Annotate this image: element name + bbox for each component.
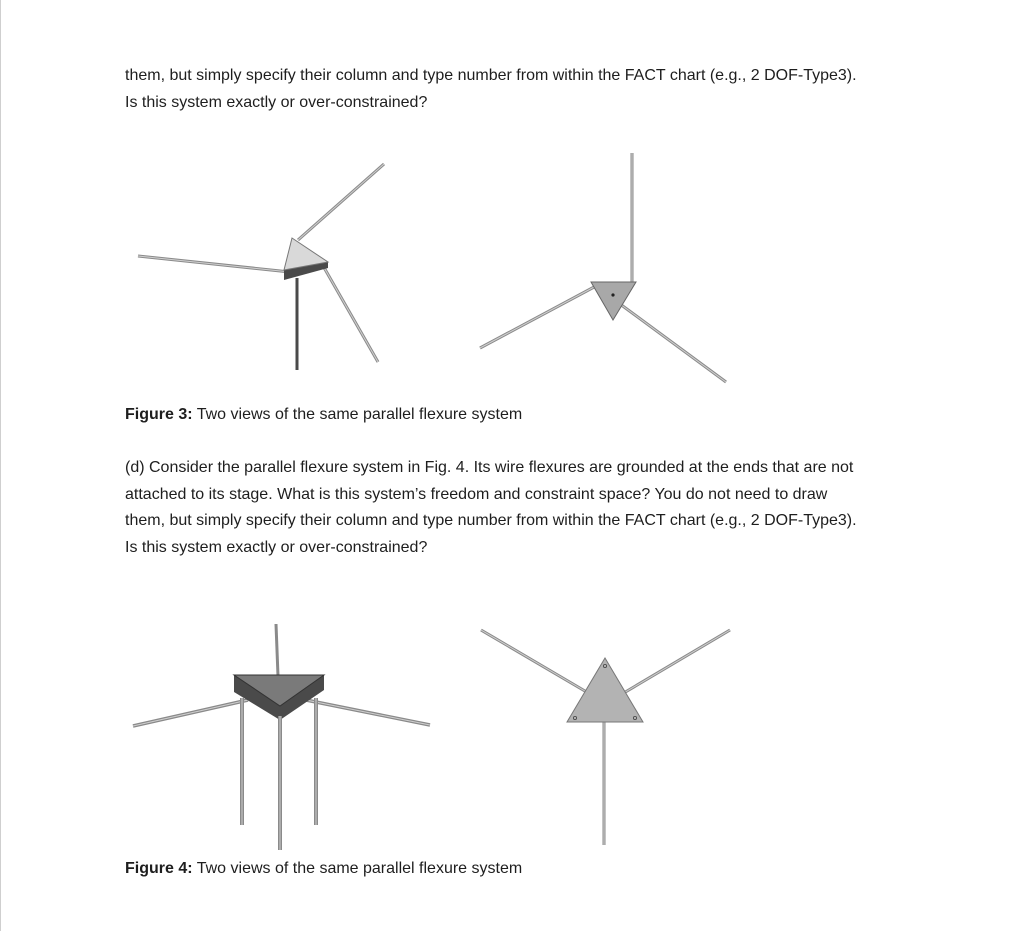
figure-4-view-1	[133, 624, 430, 850]
figure-3-view-2	[480, 153, 726, 382]
figure-3-illustration	[0, 140, 1024, 400]
figure-3-text: Two views of the same parallel flexure system	[192, 406, 523, 423]
figure-3-view-1	[138, 164, 384, 370]
figure-4-illustration	[0, 615, 1024, 855]
figure-4-label: Figure 4:	[125, 860, 193, 877]
wire-highlight	[622, 630, 730, 694]
paragraph-d-line-2: attached to its stage. What is this system’s freedom and constraint space? You do not need to draw	[125, 485, 828, 503]
figure-4-caption	[125, 859, 522, 879]
wire-highlight	[620, 304, 726, 382]
paragraph-d-line-3: them, but simply specify their column and type number from within the FACT chart (e.g., 2 DOF-Type3).	[125, 512, 857, 529]
figure-3-caption	[125, 405, 522, 425]
stage-triangle	[591, 282, 636, 320]
wire-highlight	[480, 286, 596, 348]
paragraph-top-line-2: Is this system exactly or over-constrained?	[125, 93, 428, 111]
wire-highlight	[481, 630, 590, 694]
wire-highlight	[298, 164, 384, 240]
paragraph-d-line-4: Is this system exactly or over-constrained?	[125, 538, 428, 556]
wire-highlight	[138, 256, 290, 272]
wire-flexure	[276, 624, 278, 676]
wire-highlight	[133, 700, 248, 726]
figure-4-view-2	[481, 630, 730, 845]
wire-highlight	[306, 700, 430, 725]
paragraph-d-line-1: (d) Consider the parallel flexure system in Fig. 4. Its wire flexures are grounded at the ends that are not	[125, 459, 854, 476]
paragraph-top-line-1: them, but simply specify their column and type number from within the FACT chart (e.g., 2 DOF-Type3).	[125, 67, 857, 84]
paragraph-top	[125, 63, 945, 116]
stage-dot	[611, 293, 614, 296]
wire-highlight	[322, 264, 378, 362]
paragraph-d	[125, 455, 945, 561]
figure-3-label: Figure 3:	[125, 406, 193, 423]
figure-4-text: Two views of the same parallel flexure system	[192, 860, 523, 877]
